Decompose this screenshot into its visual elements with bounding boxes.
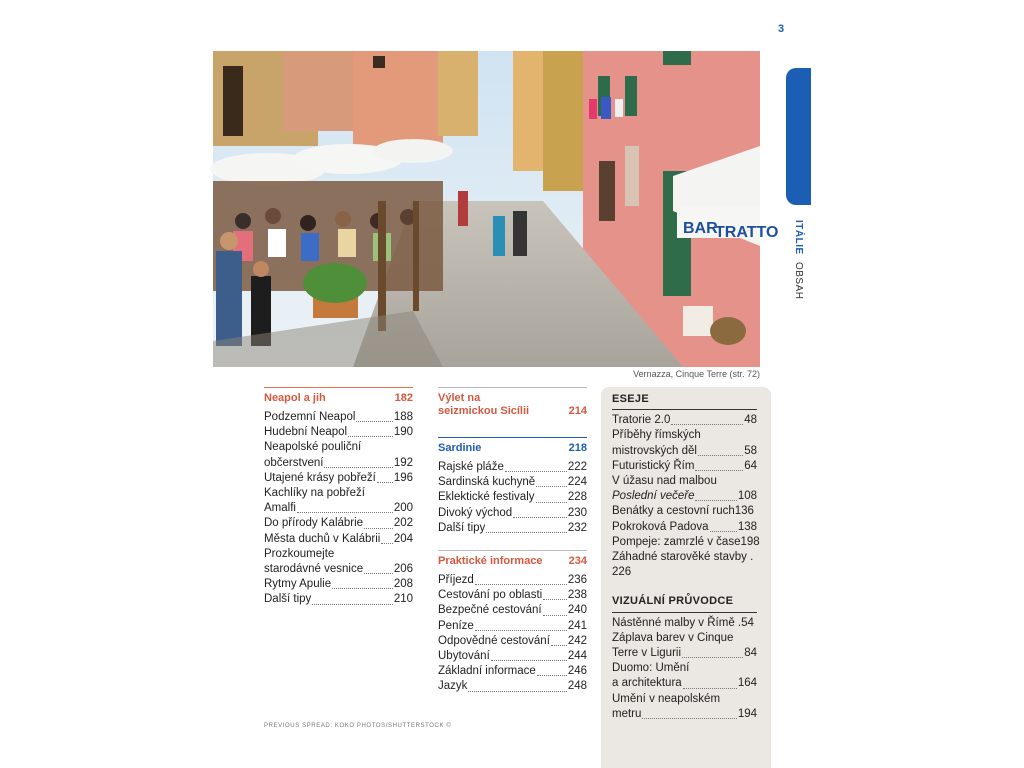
toc-entry[interactable]: Odpovědné cestování 242 bbox=[438, 634, 587, 647]
street-photo bbox=[213, 51, 779, 367]
toc-heading-naples[interactable] bbox=[264, 387, 413, 405]
toc-entry[interactable]: Duomo: Umění a architektura 164 bbox=[612, 662, 757, 690]
chapter-label bbox=[790, 220, 804, 310]
toc-entry[interactable]: Eklektické festivaly 228 bbox=[438, 491, 587, 504]
essays-heading: ESEJE bbox=[612, 392, 757, 410]
toc-heading-practical[interactable] bbox=[438, 550, 587, 568]
toc-column-features bbox=[612, 392, 760, 722]
toc-entry[interactable]: Záplava barev v Cinque Terre v Ligurii 84 bbox=[612, 631, 757, 660]
toc-entry[interactable]: Podzemní Neapol 188 bbox=[264, 411, 413, 423]
toc-heading-practical-page: 234 bbox=[568, 555, 587, 568]
toc-entry[interactable]: Umění v neapolském metru 194 bbox=[612, 692, 757, 720]
toc-entry[interactable]: Benátky a cestovní ruch 136 bbox=[612, 505, 754, 518]
chapter-section-label: ITÁLIE bbox=[793, 220, 804, 255]
toc-entry[interactable]: Pompeje: zamrzlé v čase 198 bbox=[612, 535, 760, 548]
toc-entry[interactable]: Rytmy Apulie 208 bbox=[264, 578, 413, 591]
toc-entry[interactable]: Ubytování 244 bbox=[438, 650, 587, 663]
visual-guide-heading: VIZUÁLNÍ PRŮVODCE bbox=[612, 594, 757, 612]
chapter-sub-label: OBSAH bbox=[793, 261, 804, 300]
toc-entry[interactable]: Sardinská kuchyně 224 bbox=[438, 476, 587, 489]
toc-heading-practical-title: Praktické informace bbox=[438, 555, 543, 568]
tratto-sign-text: TRATTO bbox=[715, 224, 779, 241]
toc-entry[interactable]: Rajské pláže 222 bbox=[438, 461, 587, 473]
toc-entry[interactable]: Tratorie 2.0 48 bbox=[612, 414, 757, 427]
toc-entry[interactable]: Cestování po oblasti 238 bbox=[438, 589, 587, 602]
chapter-tab[interactable] bbox=[786, 68, 811, 205]
toc-entry[interactable]: Neapolské pouliční občerstvení 192 bbox=[264, 441, 413, 469]
toc-entry[interactable]: Futuristický Řím 64 bbox=[612, 459, 757, 472]
toc-entry[interactable]: Nástěnné malby v Římě . 54 bbox=[612, 616, 754, 629]
photo-caption: Vernazza, Cinque Terre (str. 72) bbox=[633, 369, 760, 379]
street-photo-illustration bbox=[213, 51, 779, 367]
toc-entry[interactable]: Kachlíky na pobřeží Amalfi 200 bbox=[264, 487, 413, 515]
toc-entry[interactable]: Peníze 241 bbox=[438, 619, 587, 632]
toc-entry[interactable]: Příběhy římských mistrovských děl 58 bbox=[612, 429, 757, 457]
toc-entry[interactable]: V úžasu nad malbou Poslední večeře 108 bbox=[612, 475, 757, 503]
toc-entry[interactable]: Bezpečné cestování 240 bbox=[438, 604, 587, 617]
toc-entry[interactable]: Prozkoumejte starodávné vesnice 206 bbox=[264, 547, 413, 576]
toc-entry[interactable]: Utajené krásy pobřeží 196 bbox=[264, 471, 413, 484]
toc-heading-sicily-line2: seizmickou Sicílii bbox=[438, 405, 530, 417]
toc-entry[interactable]: Další tipy 232 bbox=[438, 521, 587, 534]
toc-entry[interactable]: Divoký východ 230 bbox=[438, 506, 587, 519]
toc-heading-sicily-line1: Výlet na bbox=[438, 392, 481, 404]
toc-column-islands bbox=[438, 387, 587, 695]
toc-heading-sardinia-title: Sardinie bbox=[438, 442, 482, 454]
toc-heading-sardinia[interactable] bbox=[438, 437, 587, 455]
toc-heading-sicily-page: 214 bbox=[568, 405, 587, 417]
toc-entry[interactable]: Jazyk 248 bbox=[438, 680, 587, 693]
toc-entry[interactable]: Příjezd 236 bbox=[438, 574, 587, 587]
toc-heading-sardinia-page: 218 bbox=[568, 442, 587, 454]
photo-credit: PREVIOUS SPREAD: KOKO PHOTOS/SHUTTERSTOCK © bbox=[264, 723, 452, 729]
toc-entry[interactable]: Města duchů v Kalábrii 204 bbox=[264, 532, 413, 545]
toc-entry[interactable]: Hudební Neapol 190 bbox=[264, 426, 413, 439]
toc-entry[interactable]: Základní informace 246 bbox=[438, 665, 587, 678]
toc-heading-sicily[interactable] bbox=[438, 387, 587, 418]
toc-heading-naples-page: 182 bbox=[394, 392, 413, 404]
toc-entry[interactable]: Záhadné starověké stavby . 226 bbox=[612, 551, 754, 579]
toc-entry[interactable]: Pokroková Padova 138 bbox=[612, 520, 757, 533]
bar-sign-text: BAR bbox=[683, 220, 718, 237]
toc-heading-naples-title: Neapol a jih bbox=[264, 392, 326, 404]
toc-entry[interactable]: Do přírody Kalábrie 202 bbox=[264, 517, 413, 530]
toc-entry[interactable]: Další tipy 210 bbox=[264, 593, 413, 606]
toc-column-south bbox=[264, 387, 413, 608]
page-number: 3 bbox=[778, 23, 785, 35]
